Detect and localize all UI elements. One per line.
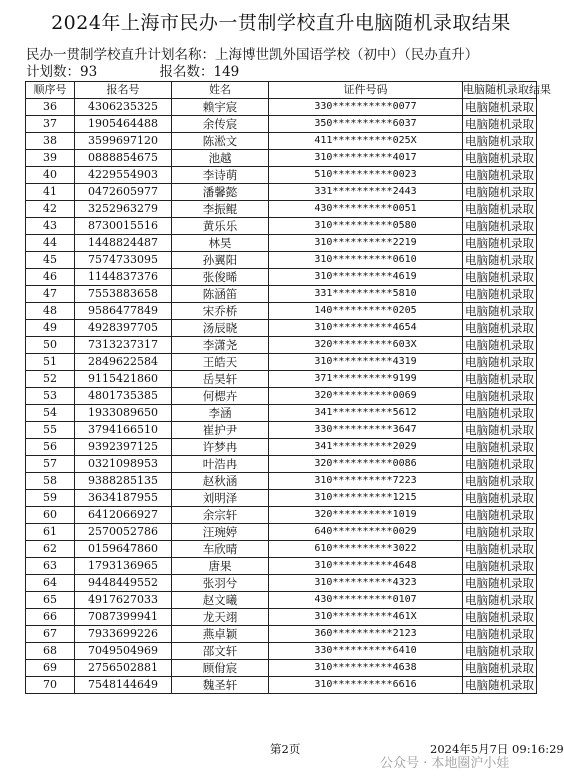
apply-no-cell: 4801735385 [75, 388, 172, 405]
seq-cell: 53 [26, 388, 75, 405]
name-cell: 李振鲲 [172, 201, 269, 218]
header-apply-no: 报名号 [75, 82, 172, 99]
apply-no-cell: 1905464488 [75, 116, 172, 133]
name-cell: 何楒卉 [172, 388, 269, 405]
apply-no-cell: 3252963279 [75, 201, 172, 218]
table-header-row [26, 82, 537, 99]
result-cell: 电脑随机录取 [463, 269, 537, 286]
results-table [25, 81, 551, 694]
table-row [26, 133, 537, 150]
result-cell: 电脑随机录取 [463, 184, 537, 201]
id-no-cell: 360**********2123 [269, 626, 463, 643]
id-no-cell: 310**********4654 [269, 320, 463, 337]
apply-no-cell: 2849622584 [75, 354, 172, 371]
apply-no-cell: 7049504969 [75, 643, 172, 660]
seq-cell: 60 [26, 507, 75, 524]
apply-no-cell: 3634187955 [75, 490, 172, 507]
table-row [26, 643, 537, 660]
seq-cell: 36 [26, 99, 75, 116]
name-cell: 崔护尹 [172, 422, 269, 439]
result-cell: 电脑随机录取 [463, 660, 537, 677]
seq-cell: 56 [26, 439, 75, 456]
name-cell: 赵文曦 [172, 592, 269, 609]
result-cell: 电脑随机录取 [463, 439, 537, 456]
header-name: 姓名 [172, 82, 269, 99]
table-row [26, 473, 537, 490]
name-cell: 车欣晴 [172, 541, 269, 558]
id-no-cell: 330**********3647 [269, 422, 463, 439]
result-cell: 电脑随机录取 [463, 167, 537, 184]
result-cell: 电脑随机录取 [463, 592, 537, 609]
table-row [26, 677, 537, 694]
id-no-cell: 310**********0610 [269, 252, 463, 269]
result-cell: 电脑随机录取 [463, 422, 537, 439]
id-no-cell: 430**********0107 [269, 592, 463, 609]
apply-no-cell: 4229554903 [75, 167, 172, 184]
apply-no-cell: 3794166510 [75, 422, 172, 439]
seq-cell: 69 [26, 660, 75, 677]
id-no-cell: 371**********9199 [269, 371, 463, 388]
name-cell: 李潇尧 [172, 337, 269, 354]
id-no-cell: 310**********2219 [269, 235, 463, 252]
seq-cell: 44 [26, 235, 75, 252]
result-cell: 电脑随机录取 [463, 286, 537, 303]
result-cell: 电脑随机录取 [463, 575, 537, 592]
table-row [26, 337, 537, 354]
table-row [26, 320, 537, 337]
id-no-cell: 341**********5612 [269, 405, 463, 422]
name-cell: 赖宇宸 [172, 99, 269, 116]
id-no-cell: 310**********1215 [269, 490, 463, 507]
count-line [26, 60, 239, 80]
seq-cell: 39 [26, 150, 75, 167]
apply-no-cell: 9388285135 [75, 473, 172, 490]
table-row [26, 184, 537, 201]
table-row [26, 490, 537, 507]
table-row [26, 303, 537, 320]
seq-cell: 59 [26, 490, 75, 507]
name-cell: 汤辰晓 [172, 320, 269, 337]
result-cell: 电脑随机录取 [463, 677, 537, 694]
name-cell: 叶浩冉 [172, 456, 269, 473]
name-cell: 李涵 [172, 405, 269, 422]
result-cell: 电脑随机录取 [463, 354, 537, 371]
name-cell: 龙天翊 [172, 609, 269, 626]
table-row [26, 660, 537, 677]
watermark-text: 公众号 · 本地圈沪小娃 [380, 756, 510, 771]
result-cell: 电脑随机录取 [463, 541, 537, 558]
seq-cell: 46 [26, 269, 75, 286]
table-row [26, 541, 537, 558]
table-row [26, 252, 537, 269]
seq-cell: 50 [26, 337, 75, 354]
id-no-cell: 610**********3022 [269, 541, 463, 558]
plan-name: 民办一贯制学校直升计划名称：上海博世凯外国语学校（初中）（民办直升） [26, 47, 479, 63]
id-no-cell: 310**********461X [269, 609, 463, 626]
apply-no-cell: 9586477849 [75, 303, 172, 320]
seq-cell: 51 [26, 354, 75, 371]
result-cell: 电脑随机录取 [463, 388, 537, 405]
result-cell: 电脑随机录取 [463, 99, 537, 116]
seq-cell: 45 [26, 252, 75, 269]
seq-cell: 67 [26, 626, 75, 643]
apply-no-cell: 2756502881 [75, 660, 172, 677]
apply-no-cell: 4928397705 [75, 320, 172, 337]
table-row [26, 575, 537, 592]
name-cell: 余宗轩 [172, 507, 269, 524]
plan-count: 计划数：93 [26, 64, 98, 80]
id-no-cell: 310**********6616 [269, 677, 463, 694]
id-no-cell: 510**********0023 [269, 167, 463, 184]
apply-count: 报名数：149 [159, 64, 240, 80]
result-cell: 电脑随机录取 [463, 337, 537, 354]
apply-no-cell: 6412066927 [75, 507, 172, 524]
result-cell: 电脑随机录取 [463, 150, 537, 167]
apply-no-cell: 1933089650 [75, 405, 172, 422]
name-cell: 林昊 [172, 235, 269, 252]
seq-cell: 61 [26, 524, 75, 541]
table-row [26, 626, 537, 643]
apply-no-cell: 1144837376 [75, 269, 172, 286]
seq-cell: 58 [26, 473, 75, 490]
table-row [26, 150, 537, 167]
id-no-cell: 310**********4319 [269, 354, 463, 371]
apply-no-cell: 1793136965 [75, 558, 172, 575]
seq-cell: 42 [26, 201, 75, 218]
name-cell: 王皓天 [172, 354, 269, 371]
seq-cell: 40 [26, 167, 75, 184]
apply-no-cell: 9392397125 [75, 439, 172, 456]
name-cell: 许梦冉 [172, 439, 269, 456]
result-cell: 电脑随机录取 [463, 456, 537, 473]
name-cell: 张俊晞 [172, 269, 269, 286]
apply-no-cell: 4917627033 [75, 592, 172, 609]
name-cell: 宋乔桥 [172, 303, 269, 320]
apply-no-cell: 7087399941 [75, 609, 172, 626]
seq-cell: 43 [26, 218, 75, 235]
result-cell: 电脑随机录取 [463, 116, 537, 133]
name-cell: 孙翼阳 [172, 252, 269, 269]
result-cell: 电脑随机录取 [463, 626, 537, 643]
seq-cell: 62 [26, 541, 75, 558]
result-cell: 电脑随机录取 [463, 609, 537, 626]
table-row [26, 116, 537, 133]
table-row [26, 592, 537, 609]
id-no-cell: 640**********0029 [269, 524, 463, 541]
name-cell: 邵文轩 [172, 643, 269, 660]
apply-no-cell: 3599697120 [75, 133, 172, 150]
seq-cell: 41 [26, 184, 75, 201]
table-row [26, 269, 537, 286]
seq-cell: 66 [26, 609, 75, 626]
id-no-cell: 430**********0051 [269, 201, 463, 218]
name-cell: 黄乐乐 [172, 218, 269, 235]
id-no-cell: 310**********4323 [269, 575, 463, 592]
name-cell: 顾佾宸 [172, 660, 269, 677]
apply-no-cell: 7574733095 [75, 252, 172, 269]
name-cell: 潘馨懿 [172, 184, 269, 201]
apply-no-cell: 9448449552 [75, 575, 172, 592]
result-cell: 电脑随机录取 [463, 133, 537, 150]
name-cell: 赵秋涵 [172, 473, 269, 490]
name-cell: 汪琬婷 [172, 524, 269, 541]
name-cell: 张羽兮 [172, 575, 269, 592]
result-cell: 电脑随机录取 [463, 490, 537, 507]
result-cell: 电脑随机录取 [463, 473, 537, 490]
result-cell: 电脑随机录取 [463, 643, 537, 660]
table-row [26, 439, 537, 456]
apply-no-cell: 7313237317 [75, 337, 172, 354]
seq-cell: 38 [26, 133, 75, 150]
header-seq: 顺序号 [26, 82, 75, 99]
name-cell: 陈涵笛 [172, 286, 269, 303]
table-row [26, 524, 537, 541]
table-row [26, 609, 537, 626]
seq-cell: 68 [26, 643, 75, 660]
result-cell: 电脑随机录取 [463, 201, 537, 218]
seq-cell: 63 [26, 558, 75, 575]
id-no-cell: 310**********7223 [269, 473, 463, 490]
table-row [26, 167, 537, 184]
id-no-cell: 331**********2443 [269, 184, 463, 201]
seq-cell: 64 [26, 575, 75, 592]
name-cell: 刘明泽 [172, 490, 269, 507]
id-no-cell: 320**********0069 [269, 388, 463, 405]
id-no-cell: 331**********5810 [269, 286, 463, 303]
id-no-cell: 310**********0580 [269, 218, 463, 235]
apply-no-cell: 0159647860 [75, 541, 172, 558]
seq-cell: 54 [26, 405, 75, 422]
id-no-cell: 310**********4638 [269, 660, 463, 677]
table-row [26, 558, 537, 575]
apply-no-cell: 8730015516 [75, 218, 172, 235]
id-no-cell: 341**********2029 [269, 439, 463, 456]
apply-no-cell: 4306235325 [75, 99, 172, 116]
apply-no-cell: 7553883658 [75, 286, 172, 303]
table-row [26, 456, 537, 473]
name-cell: 陈淞文 [172, 133, 269, 150]
name-cell: 燕卓颖 [172, 626, 269, 643]
table-row [26, 354, 537, 371]
result-cell: 电脑随机录取 [463, 252, 537, 269]
table-row [26, 388, 537, 405]
result-cell: 电脑随机录取 [463, 524, 537, 541]
apply-no-cell: 2570052786 [75, 524, 172, 541]
seq-cell: 49 [26, 320, 75, 337]
name-cell: 唐果 [172, 558, 269, 575]
apply-no-cell: 0321098953 [75, 456, 172, 473]
page-number: 第2页 [270, 742, 301, 756]
table-row [26, 371, 537, 388]
id-no-cell: 350**********6037 [269, 116, 463, 133]
result-cell: 电脑随机录取 [463, 405, 537, 422]
result-cell: 电脑随机录取 [463, 218, 537, 235]
table-row [26, 507, 537, 524]
table-row [26, 405, 537, 422]
seq-cell: 37 [26, 116, 75, 133]
seq-cell: 47 [26, 286, 75, 303]
result-cell: 电脑随机录取 [463, 507, 537, 524]
id-no-cell: 320**********1019 [269, 507, 463, 524]
apply-no-cell: 0888854675 [75, 150, 172, 167]
table-row [26, 218, 537, 235]
result-cell: 电脑随机录取 [463, 235, 537, 252]
id-no-cell: 310**********4619 [269, 269, 463, 286]
id-no-cell: 411**********025X [269, 133, 463, 150]
seq-cell: 55 [26, 422, 75, 439]
id-no-cell: 330**********0077 [269, 99, 463, 116]
name-cell: 魏圣轩 [172, 677, 269, 694]
table-row [26, 99, 537, 116]
name-cell: 李诗萌 [172, 167, 269, 184]
result-cell: 电脑随机录取 [463, 320, 537, 337]
seq-cell: 65 [26, 592, 75, 609]
id-no-cell: 310**********4648 [269, 558, 463, 575]
result-cell: 电脑随机录取 [463, 558, 537, 575]
table-row [26, 201, 537, 218]
seq-cell: 57 [26, 456, 75, 473]
id-no-cell: 320**********603X [269, 337, 463, 354]
id-no-cell: 320**********0086 [269, 456, 463, 473]
apply-no-cell: 7933699226 [75, 626, 172, 643]
name-cell: 岳昊轩 [172, 371, 269, 388]
apply-no-cell: 9115421860 [75, 371, 172, 388]
print-timestamp: 2024年5月7日 09:16:29 [430, 742, 564, 756]
seq-cell: 48 [26, 303, 75, 320]
header-id-no: 证件号码 [269, 82, 463, 99]
id-no-cell: 310**********4017 [269, 150, 463, 167]
table-row [26, 422, 537, 439]
result-cell: 电脑随机录取 [463, 303, 537, 320]
name-cell: 池越 [172, 150, 269, 167]
apply-no-cell: 0472605977 [75, 184, 172, 201]
seq-cell: 52 [26, 371, 75, 388]
table-row [26, 286, 537, 303]
id-no-cell: 140**********0205 [269, 303, 463, 320]
table-body [26, 99, 537, 694]
table-row [26, 235, 537, 252]
apply-no-cell: 1448824487 [75, 235, 172, 252]
page-title: 2024年上海市民办一贯制学校直升电脑随机录取结果 [51, 12, 511, 34]
name-cell: 余传宸 [172, 116, 269, 133]
apply-no-cell: 7548144649 [75, 677, 172, 694]
header-result: 电脑随机录取结果 [463, 82, 537, 99]
result-cell: 电脑随机录取 [463, 371, 537, 388]
seq-cell: 70 [26, 677, 75, 694]
id-no-cell: 330**********6410 [269, 643, 463, 660]
